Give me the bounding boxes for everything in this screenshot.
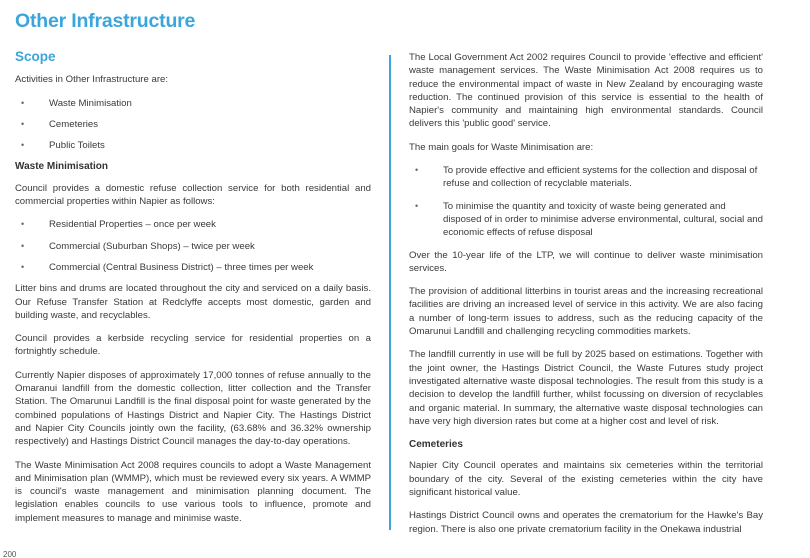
paragraph: Council provides a domestic refuse collection service for both residential and commercial properties within Napier as follows: (15, 182, 371, 208)
paragraph: Napier City Council operates and maintains six cemeteries within the territorial boundary of the city. Several of the existing cemeteries within the city have significant historical value. (409, 460, 763, 499)
page-title: Other Infrastructure (15, 10, 196, 32)
paragraph: The main goals for Waste Minimisation are: (409, 141, 594, 153)
paragraph: Over the 10-year life of the LTP, we will continue to deliver waste minimisation services. (409, 249, 763, 274)
bullet-icon: • (21, 240, 25, 251)
left-column (15, 50, 371, 535)
list-item: • Commercial (Central Business District) – three times per week (21, 261, 314, 273)
paragraph: Hastings District Council owns and operates the crematorium for the Hawke's Bay region. There is also one private crematorium facility in the Onekawa industrial (409, 510, 763, 535)
list-item: • To minimise the quantity and toxicity of waste being generated and disposed of in order to minimise adverse environmental, cultural, social and economic effects of refuse disposal (415, 200, 763, 239)
bullet-icon: • (21, 219, 25, 230)
right-column (409, 51, 763, 546)
column-divider (389, 55, 391, 530)
paragraph: The landfill currently in use will be full by 2025 based on estimations. Together with the joint owner, the Hastings District Council, the Waste Futures study project investigated alternative waste disposal technologies. The result from this study is a decision to develop the landfill further, whilst focussing on diversion of recyclables and organic material. In summary, the alternative waste disposal technologies can have very high diversion rates but come at a higher cost and level of risk. (409, 349, 763, 427)
list-item: • Cemeteries (21, 118, 99, 130)
paragraph: Currently Napier disposes of approximately 17,000 tonnes of refuse annually to the Omaranui landfill from the domestic collection, litter collection and the Transfer Station. The Omarunui Landfill is the final disposal point for waste generated by the combined populations of Hastings District and Napier City. The Hastings District and Napier City Councils jointly own the facility, (63.68% and 36.32% ownership respectively) and Hastings District Council manages the day-to-day operations. (15, 369, 371, 448)
list-item: • Public Toilets (21, 140, 105, 152)
cemeteries-heading: Cemeteries (409, 439, 463, 451)
paragraph: Council provides a kerbside recycling service for residential properties on a fortnightly schedule. (15, 333, 371, 358)
list-item: • Residential Properties – once per week (21, 219, 216, 231)
scope-heading: Scope (15, 49, 56, 64)
paragraph: Litter bins and drums are located throughout the city and serviced on a daily basis. Our Refuse Transfer Station at Redclyffe accepts most domestic, garden and building waste, and recyclables. (15, 283, 371, 321)
paragraph: The provision of additional litterbins in tourist areas and the increasing recreational facilities are driving an increased level of service in this activity. We are also facing a number of long-term issues to address, such as the reducing capacity of the Omarunui Landfill and challenging recycling commodities markets. (409, 286, 763, 338)
page-number: 200 (3, 550, 17, 558)
bullet-icon: • (21, 261, 25, 272)
list-item: • To provide effective and efficient systems for the collection and disposal of refuse and collection of recyclable materials. (415, 165, 758, 190)
bullet-icon: • (415, 200, 419, 211)
waste-minimisation-heading: Waste Minimisation (15, 161, 108, 173)
bullet-icon: • (21, 97, 25, 108)
activities-list (15, 97, 371, 153)
goals-list (409, 164, 763, 239)
list-item: • Waste Minimisation (21, 97, 132, 109)
paragraph: The Waste Minimisation Act 2008 requires councils to adopt a Waste Management and Minimisation plan (WMMP), which must be reviewed every six years. A WMMP is council's waste management and minimisation planning document. The legislation enables councils to use various tools to influence, promote and implement measures to manage and minimise waste. (15, 459, 371, 524)
bullet-icon: • (415, 165, 419, 176)
list-item: • Commercial (Suburban Shops) – twice per week (21, 240, 255, 252)
scope-intro: Activities in Other Infrastructure are: (15, 74, 169, 86)
bullet-icon: • (21, 140, 25, 151)
paragraph: The Local Government Act 2002 requires Council to provide 'effective and efficient' waste management services. The Waste Minimisation Act 2008 requires us to reduce the environmental impact of waste in New Zealand by encouraging waste reduction. The continued provision of this service is essential to the health of Napier's community and maintaining high environmental standards. Council delivers this 'public good' service. (409, 52, 763, 130)
bullet-icon: • (21, 118, 25, 129)
collection-list (15, 218, 371, 274)
